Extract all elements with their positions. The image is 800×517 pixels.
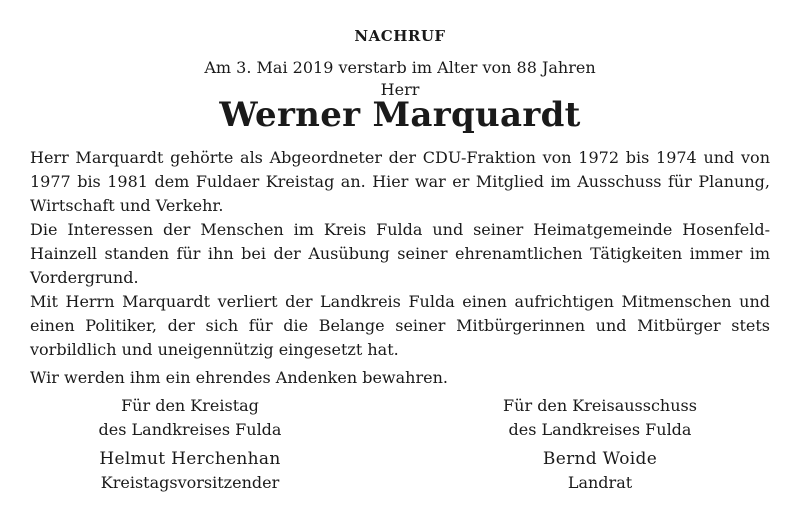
signature-org-line: Für den Kreisausschuss: [503, 396, 697, 415]
obituary-body: [30, 146, 770, 362]
signatory-name: Helmut Herchenhan: [99, 449, 281, 469]
notice-heading: NACHRUF: [354, 27, 446, 45]
intro-line-salutation: Herr: [380, 80, 420, 99]
signatory-role: Landrat: [567, 473, 633, 492]
signature-block-kreistag: [40, 394, 340, 495]
signatory-name: Bernd Woide: [542, 449, 658, 469]
signature-org-line: Für den Kreistag: [121, 396, 259, 415]
closing-line: Wir werden ihm ein ehrendes Andenken bewahren.: [30, 368, 448, 387]
paragraph-tribute: Mit Herrn Marquardt verliert der Landkreis Fulda einen aufrichtigen Mitmenschen und einen Politiker, der sich für die Belange seiner Mitbürgerinnen und Mitbürger stets vorbildlich und uneigennützig eingesetzt hat.: [30, 292, 770, 359]
paragraph-interests: Die Interessen der Menschen im Kreis Fulda und seiner Heimatgemeinde Hosenfeld-Hainzell standen für ihn bei der Ausübung seiner ehrenamtlichen Tätigkeiten immer im Vordergrund.: [30, 220, 770, 287]
signature-org-line: des Landkreises Fulda: [508, 420, 692, 439]
signature-org-line: des Landkreises Fulda: [98, 420, 282, 439]
deceased-name: Werner Marquardt: [219, 95, 581, 135]
paragraph-career: Herr Marquardt gehörte als Abgeordneter der CDU-Fraktion von 1972 bis 1974 und von 1977 bis 1981 dem Fuldaer Kreistag an. Hier war er Mitglied im Ausschuss für Planung, Wirtschaft und Verkehr.: [30, 148, 770, 215]
intro-line-date-age: Am 3. Mai 2019 verstarb im Alter von 88 Jahren: [204, 58, 596, 77]
signature-block-kreisausschuss: [450, 394, 750, 495]
signatory-role: Kreistagsvorsitzender: [100, 473, 280, 492]
